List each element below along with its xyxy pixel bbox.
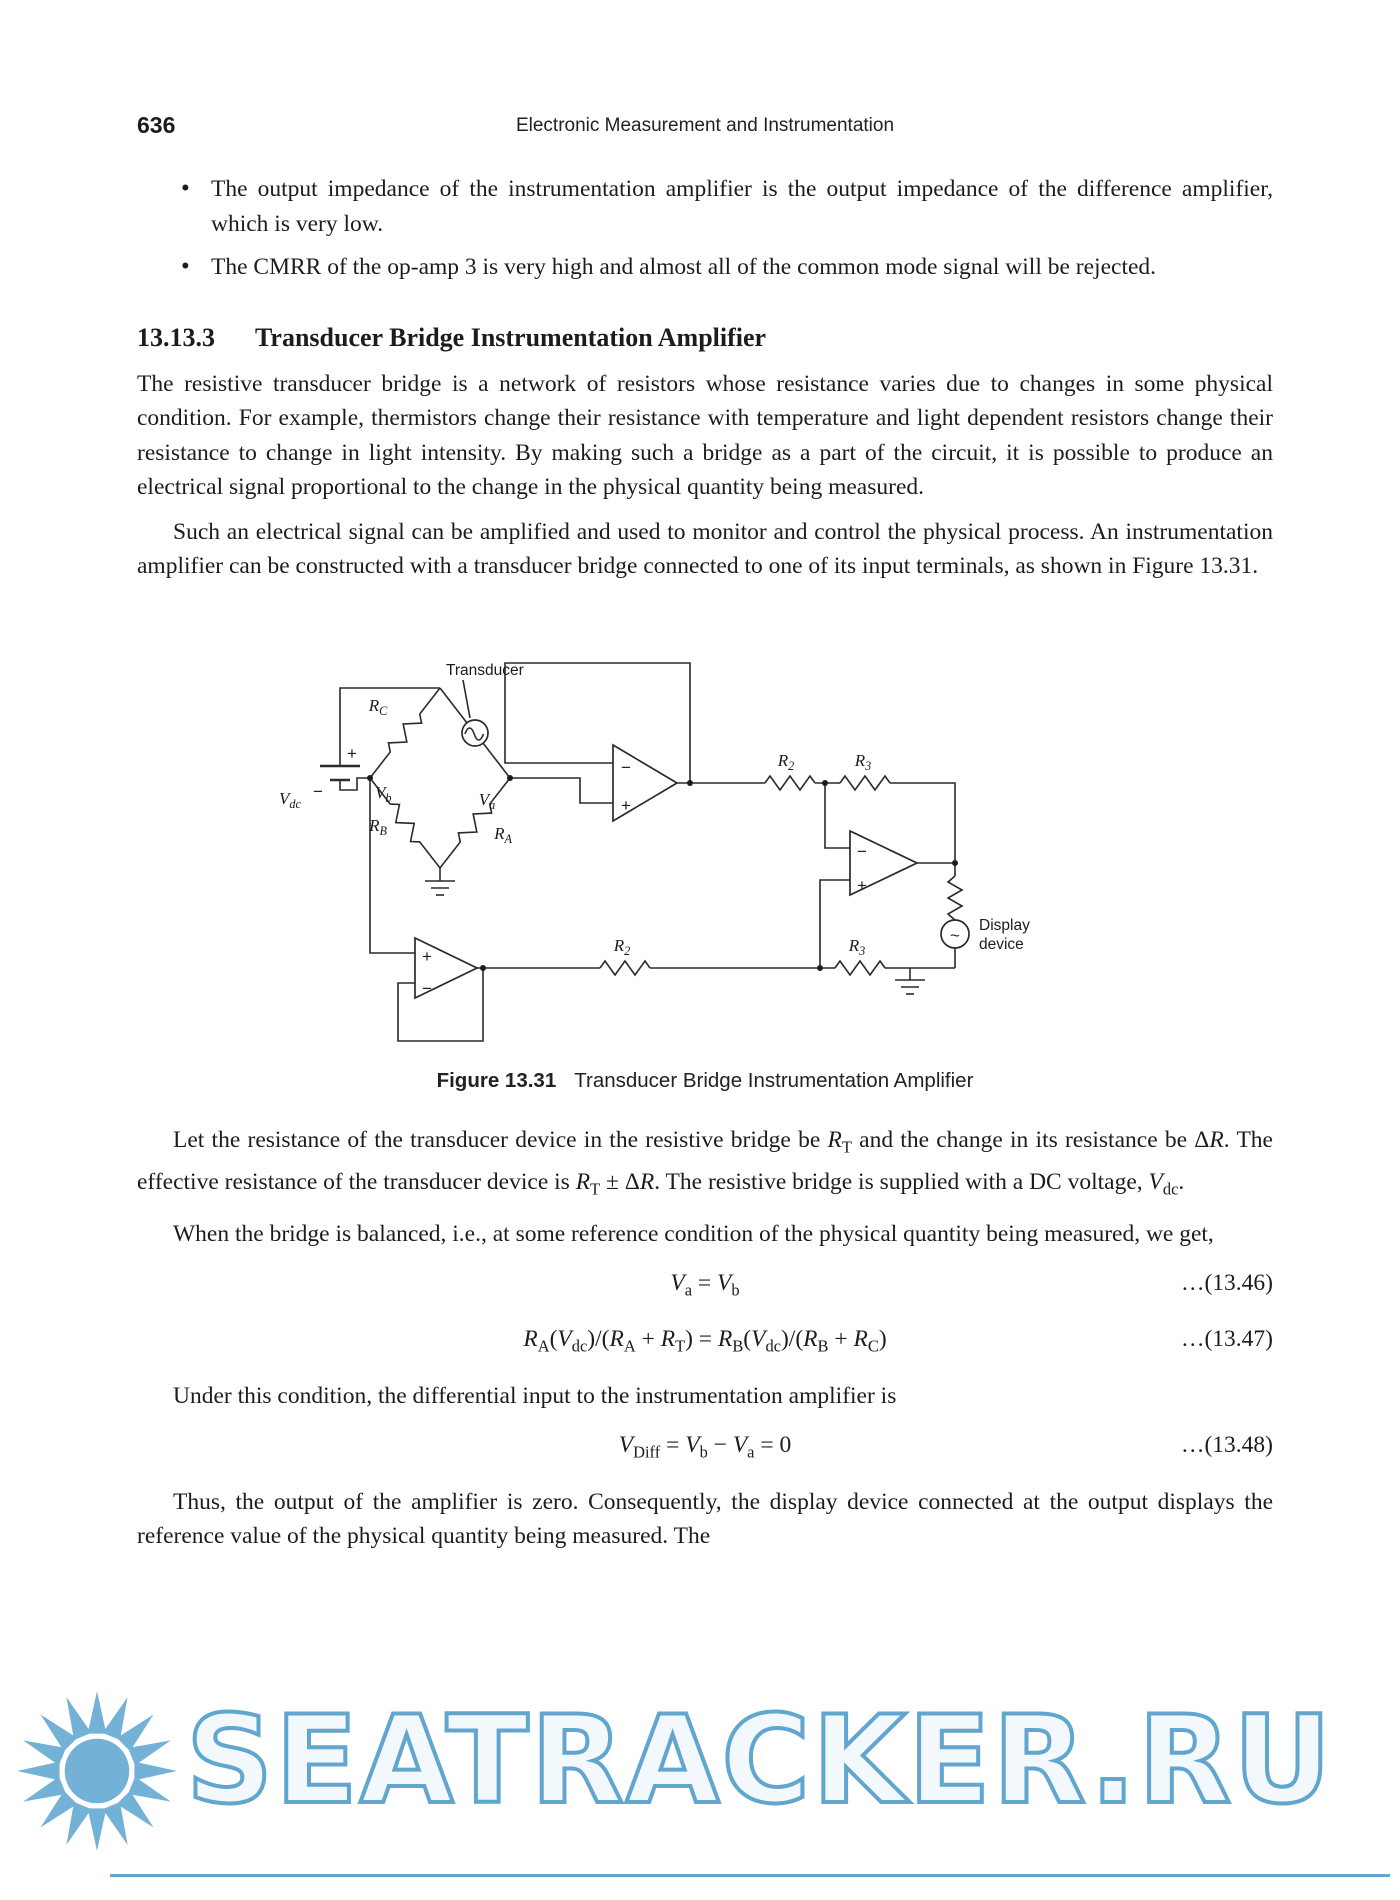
transducer-element [440,662,524,778]
resistor-ra [434,773,515,872]
resistor-r2-bottom [600,936,650,975]
equation-body: $R_A(V_{dc})/(R_A + R_T) = R_B(V_{dc})/(R_B + R_C)$ [523,1326,887,1356]
equation-number: …(13.47) [1180,1326,1273,1353]
equation [137,1267,1273,1307]
resistor-r2-top [765,751,815,790]
ground-bridge [425,881,455,895]
circuit-figure [137,598,1273,1093]
equation-number: …(13.46) [1180,1270,1273,1297]
watermark [12,1680,1333,1862]
display-label-line1: Display [979,916,1030,934]
equation-number: …(13.48) [1180,1432,1273,1459]
figure-caption-text: Transducer Bridge Instrumentation Amplifier [574,1068,974,1092]
va-label: $V_a$ [478,789,496,812]
paragraph: Under this condition, the differential input to the instrumentation amplifier is [173,1382,897,1409]
paragraph: Thus, the output of the amplifier is zero. Consequently, the display device connected at the output displays the reference value of the physical quantity being measured. The [137,1488,1273,1550]
svg-text:+: + [422,946,432,966]
battery-minus-sign: − [313,781,323,801]
op-amp-1 [613,745,677,821]
battery-vdc [279,744,360,811]
page-number: 636 [137,112,176,138]
svg-text:R2: $R_2$ [777,750,795,773]
transducer-label: Transducer [446,661,524,679]
svg-text:−: − [422,978,432,998]
page-header [137,112,1273,146]
svg-text:R2: $R_2$ [613,935,631,958]
figure-caption [137,1069,1273,1093]
watermark-text: SEATRACKER.RU [186,1689,1334,1831]
ra-label: $R_A$ [494,823,512,846]
svg-text:+: + [621,795,631,815]
figure-caption-label: Figure 13.31 [436,1068,557,1092]
circuit-diagram [265,598,1145,1060]
equation [137,1323,1273,1363]
bullet-list [137,172,1273,285]
section-title: Transducer Bridge Instrumentation Amplifier [255,322,767,352]
paragraph: Such an electrical signal can be amplified and used to monitor and control the physical process. An instrumentation amplifier can be constructed with a transducer bridge connected to one of its input terminals, as shown in Figure 13.31. [137,518,1273,579]
op-amp-2 [415,938,477,998]
equation [137,1429,1273,1469]
watermark-rule [110,1874,1390,1877]
resistor-r3-bottom [835,936,885,975]
page-content [137,112,1273,1554]
bullet-item: • The CMRR of the op-amp 3 is very high and almost all of the common mode signal will be rejected. [137,250,1273,285]
ac-tilde: ~ [950,925,960,945]
svg-text:+: + [857,875,867,895]
section-heading [137,323,1273,353]
resistor-r3-top [840,751,890,790]
svg-text:−: − [857,841,867,861]
paragraph: The resistive transducer bridge is a network of resistors whose resistance varies due to changes in some physical condition. For example, thermistors change their resistance with temperature and light dependent resistors change their resistance to change in light intensity. By making such a bridge as a part of the circuit, it is possible to produce an electrical signal proportional to the change in the physical quantity being measured. [137,370,1273,500]
junction-dots [367,775,958,971]
sun-icon [12,1680,182,1862]
svg-text:R3: $R_3$ [854,750,872,773]
vdc-label: $V_{dc}$ [279,788,301,811]
equation-body: $V_a = V_b$ [670,1270,740,1301]
equation-body: $V_{Diff} = V_b - V_a = 0$ [618,1432,792,1462]
svg-text:−: − [621,757,631,777]
rb-label: $R_B$ [369,815,387,838]
display-device [941,876,1030,953]
op-amp-3 [850,831,917,895]
battery-plus-sign: + [347,743,357,763]
paragraph: Let the resistance of the transducer device in the resistive bridge be $R_T$ and the change in its resistance be ΔR. The effective resistance of the transducer device is $R_T \pm \Delta R$. The resistive bridge is supplied with a DC voltage, $V_{dc}$. [137,1126,1273,1199]
display-label-line2: device [979,935,1024,953]
svg-text:R3: $R_3$ [848,935,866,958]
bullet-item: • The output impedance of the instrumentation amplifier is the output impedance of the difference amplifier, which is very low. [137,172,1273,241]
section-number: 13.13.3 [137,322,215,352]
vb-label: $V_b$ [375,782,392,805]
running-header-title: Electronic Measurement and Instrumentation [515,115,895,136]
paragraph: When the bridge is balanced, i.e., at some reference condition of the physical quantity being measured, we get, [173,1220,1214,1247]
rc-label: $R_C$ [368,695,388,718]
ground-output [895,980,925,994]
